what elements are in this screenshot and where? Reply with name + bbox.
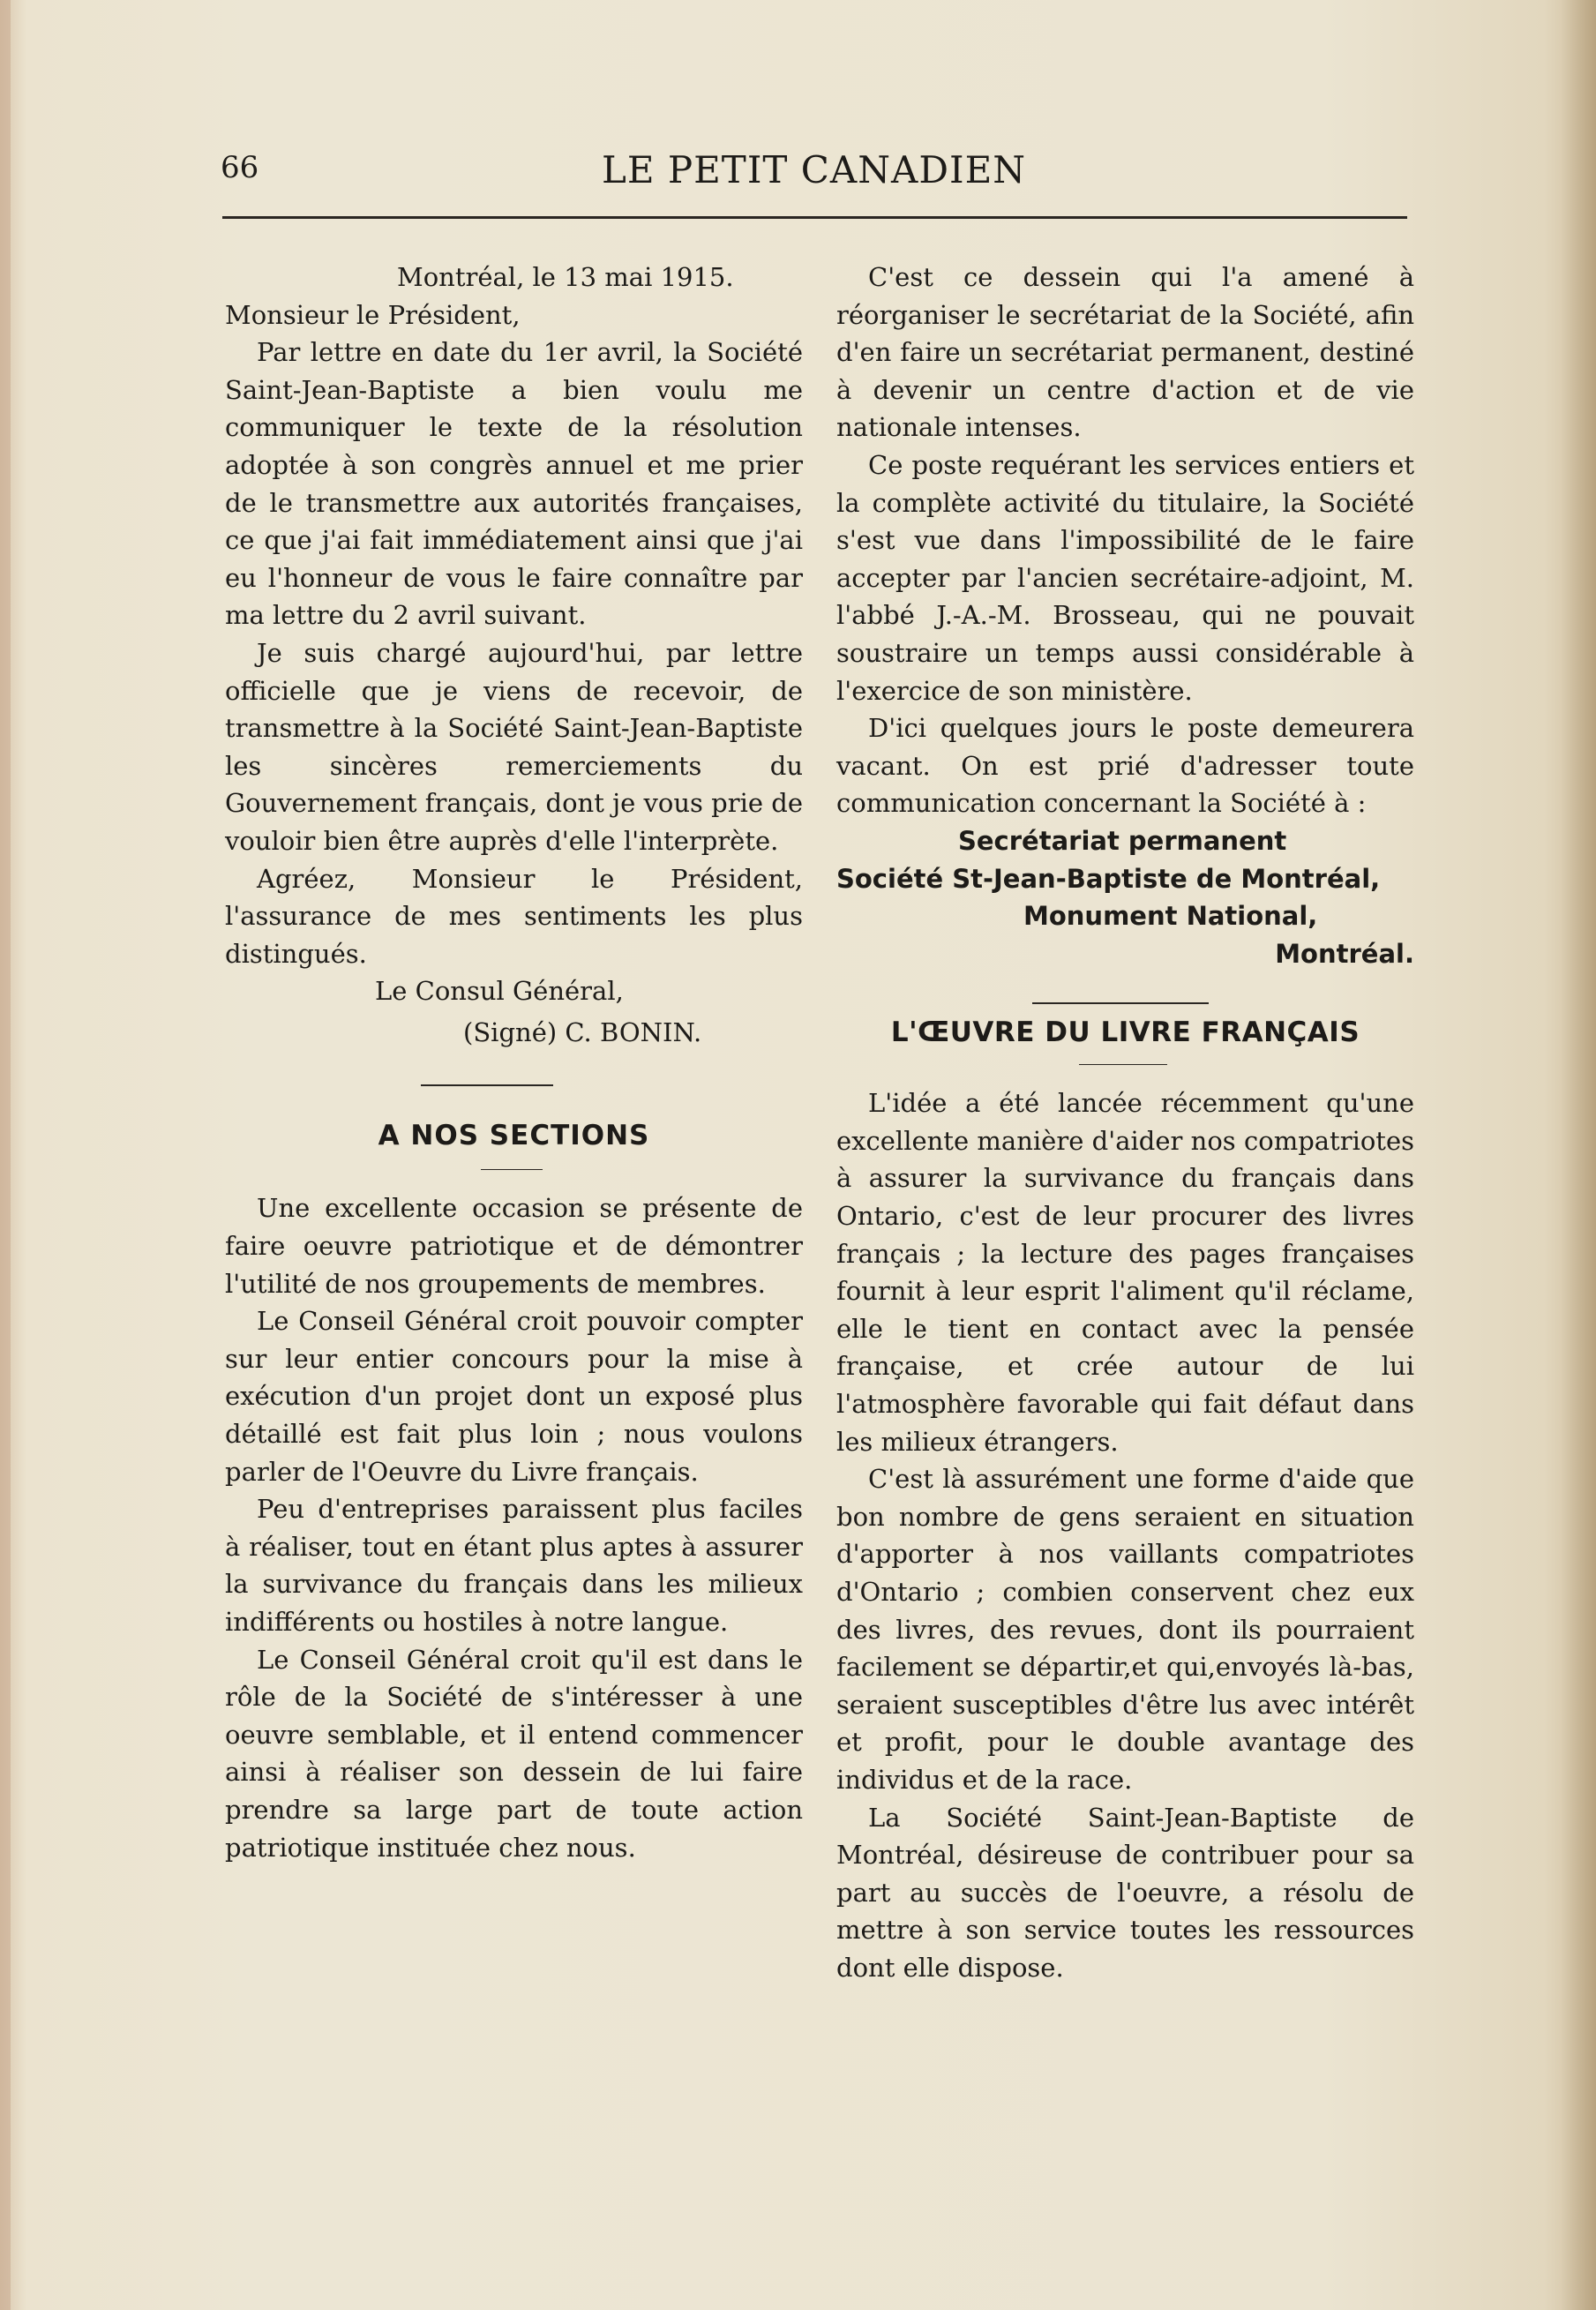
address-line: Société St-Jean-Baptiste de Montréal,: [836, 863, 1381, 894]
letter-paragraph: Je suis chargé aujourd'hui, par lettre officielle que je viens de recevoir, de transmettre à la Société Saint-Jean-Baptiste les sincères remerciements du Gouvernement français, dont je vous prie de vouloir bien être auprès d'elle l'interprète.: [225, 637, 803, 856]
section-paragraph: Peu d'entreprises paraissent plus faciles à réaliser, tout en étant plus aptes à assurer la survivance du français dans les milieux indifférents ou hostiles à notre langue.: [225, 1494, 803, 1637]
left-column: [225, 259, 803, 1866]
letter-date: Montréal, le 13 mai 1915.: [397, 262, 734, 292]
section-heading: L'ŒUVRE DU LIVRE FRANÇAIS: [890, 1016, 1360, 1049]
letter-signature: (Signé) C. BONIN.: [463, 1016, 702, 1047]
section-paragraph: La Société Saint-Jean-Baptiste de Montréal, désireuse de contribuer pour sa part au succès de l'oeuvre, a résolu de mettre à son service toutes les ressources dont elle dispose.: [836, 1802, 1414, 1983]
section-divider: [421, 1084, 553, 1086]
address-line: Secrétariat permanent: [958, 825, 1287, 856]
section-paragraph: L'idée a été lancée récemment qu'une excellente manière d'aider nos compatriotes à assurer la survivance du français dans Ontario, c'est de leur procurer des livres français ; la lecture des pages françaises fournit à leur esprit l'aliment qu'il réclame, elle le tient en contact avec la pensée française, et crée autour de lui l'atmosphère favorable qui fait défaut dans les milieux étrangers.: [836, 1088, 1414, 1457]
section-paragraph: C'est là assurément une forme d'aide que bon nombre de gens seraient en situation d'apporter à nos vaillants compatriotes d'Ontario ; combien conservent chez eux des livres, des revues, dont ils pourraient facilement se départir,et qui,envoyés là-bas, seraient susceptibles d'être lus avec intérêt et profit, pour le double avantage des individus et de la race.: [836, 1464, 1414, 1795]
section-heading: A NOS SECTIONS: [378, 1120, 650, 1152]
letter-closing: Le Consul Général,: [375, 976, 624, 1007]
right-column: [836, 259, 1414, 1987]
address-line: Monument National,: [1023, 901, 1318, 932]
section-paragraph: Le Conseil Général croit pouvoir compter sur leur entier concours pour la mise à exécution d'un projet dont un exposé plus détaillé est fait plus loin ; nous voulons parler de l'Oeuvre du Livre français.: [225, 1306, 803, 1487]
body-paragraph: D'ici quelques jours le poste demeurera vacant. On est prié d'adresser toute communication concernant la Société à :: [836, 713, 1414, 819]
page-number: 66: [221, 150, 259, 185]
running-head-title: LE PETIT CANADIEN: [601, 148, 1026, 191]
address-line: Montréal.: [1275, 938, 1414, 969]
page-edge-right: [1561, 0, 1596, 2310]
header-rule: [222, 216, 1407, 219]
body-paragraph: Ce poste requérant les services entiers et la complète activité du titulaire, la Société s'est vue dans l'impossibilité de le faire accepter par l'ancien secrétaire-adjoint, M. l'abbé J.-A.-M. Brosseau, qui ne pouvait soustraire un temps aussi considérable à l'exercice de son ministère.: [836, 449, 1414, 706]
section-divider: [1032, 1002, 1209, 1004]
page-edge-left: [0, 0, 11, 2310]
section-paragraph: Une excellente occasion se présente de faire oeuvre patriotique et de démontrer l'utilité de nos groupements de membres.: [225, 1193, 803, 1299]
section-paragraph: Le Conseil Général croit qu'il est dans le rôle de la Société de s'intéresser à une oeuvre semblable, et il entend commencer ainsi à réaliser son dessein de lui faire prendre sa large part de toute action patriotique instituée chez nous.: [225, 1644, 803, 1863]
address-block: [836, 822, 1414, 972]
letter-paragraph: Agréez, Monsieur le Président, l'assurance de mes sentiments les plus distingués.: [225, 863, 803, 969]
letter-salutation: Monsieur le Président,: [225, 299, 521, 330]
body-paragraph: C'est ce dessein qui l'a amené à réorganiser le secrétariat de la Société, afin d'en faire un secrétariat permanent, destiné à devenir un centre d'action et de vie nationale intenses.: [836, 262, 1414, 443]
letter-paragraph: Par lettre en date du 1er avril, la Société Saint-Jean-Baptiste a bien voulu me communiquer le texte de la résolution adoptée à son congrès annuel et me prier de le transmettre aux autorités françaises, ce que j'ai fait immédiatement ainsi que j'ai eu l'honneur de vous le faire connaître par ma lettre du 2 avril suivant.: [225, 337, 803, 631]
